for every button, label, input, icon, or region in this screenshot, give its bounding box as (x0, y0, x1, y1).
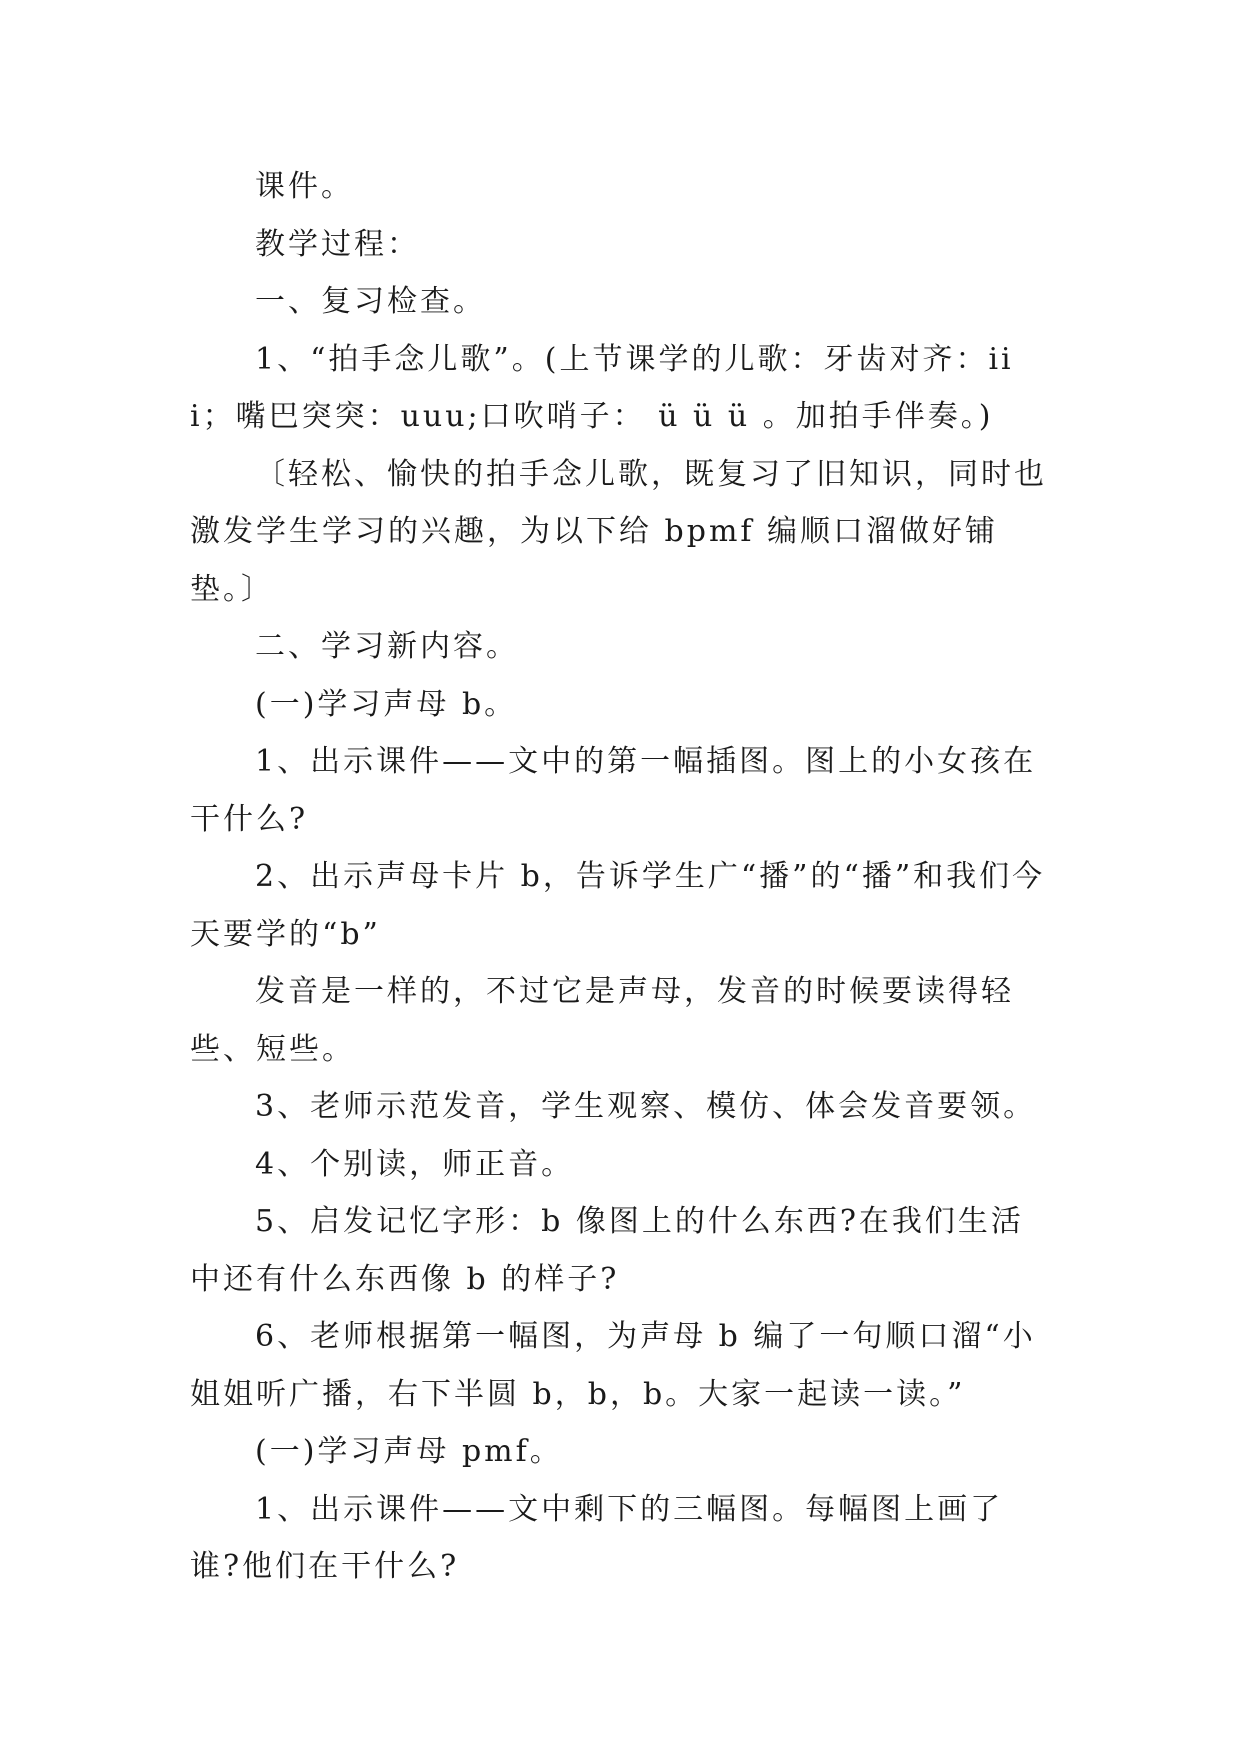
paragraph: 1、“拍手念儿歌”。(上节课学的儿歌：牙齿对齐：iii；嘴巴突突：uuu;口吹哨子： ü ü ü 。加拍手伴奏。) (190, 341, 1014, 434)
document-body (190, 158, 1050, 1596)
paragraph: (一)学习声母 b。 (255, 686, 518, 722)
paragraph: 3、老师示范发音，学生观察、模仿、体会发音要领。 (255, 1089, 1037, 1124)
paragraph: 课件。 (255, 169, 354, 204)
paragraph: 4、个别读，师正音。 (255, 1146, 575, 1182)
paragraph: 6、老师根据第一幅图，为声母 b 编了一句顺口溜“小姐姐听广播，右下半圆 b，b，b。大家一起读一读。” (190, 1319, 1036, 1412)
paragraph: 发音是一样的，不过它是声母，发音的时候要读得轻些、短些。 (190, 974, 1014, 1067)
paragraph: 一、复习检查。 (255, 284, 486, 319)
paragraph: 二、学习新内容。 (255, 629, 519, 664)
paragraph: 1、出示课件——文中的第一幅插图。图上的小女孩在干什么? (190, 744, 1037, 837)
paragraph: 2、出示声母卡片 b，告诉学生广“播”的“播”和我们今天要学的“b” (190, 859, 1046, 952)
paragraph: 教学过程： (255, 226, 420, 262)
paragraph: 5、启发记忆字形：b 像图上的什么东西?在我们生活中还有什么东西像 b 的样子? (190, 1204, 1024, 1297)
paragraph: 〔轻松、愉快的拍手念儿歌，既复习了旧知识，同时也激发学生学习的兴趣，为以下给 bpmf 编顺口溜做好铺垫。〕 (190, 456, 1047, 607)
paragraph: (一)学习声母 pmf。 (255, 1434, 563, 1469)
paragraph: 1、出示课件——文中剩下的三幅图。每幅图上画了谁?他们在干什么? (190, 1491, 1004, 1584)
